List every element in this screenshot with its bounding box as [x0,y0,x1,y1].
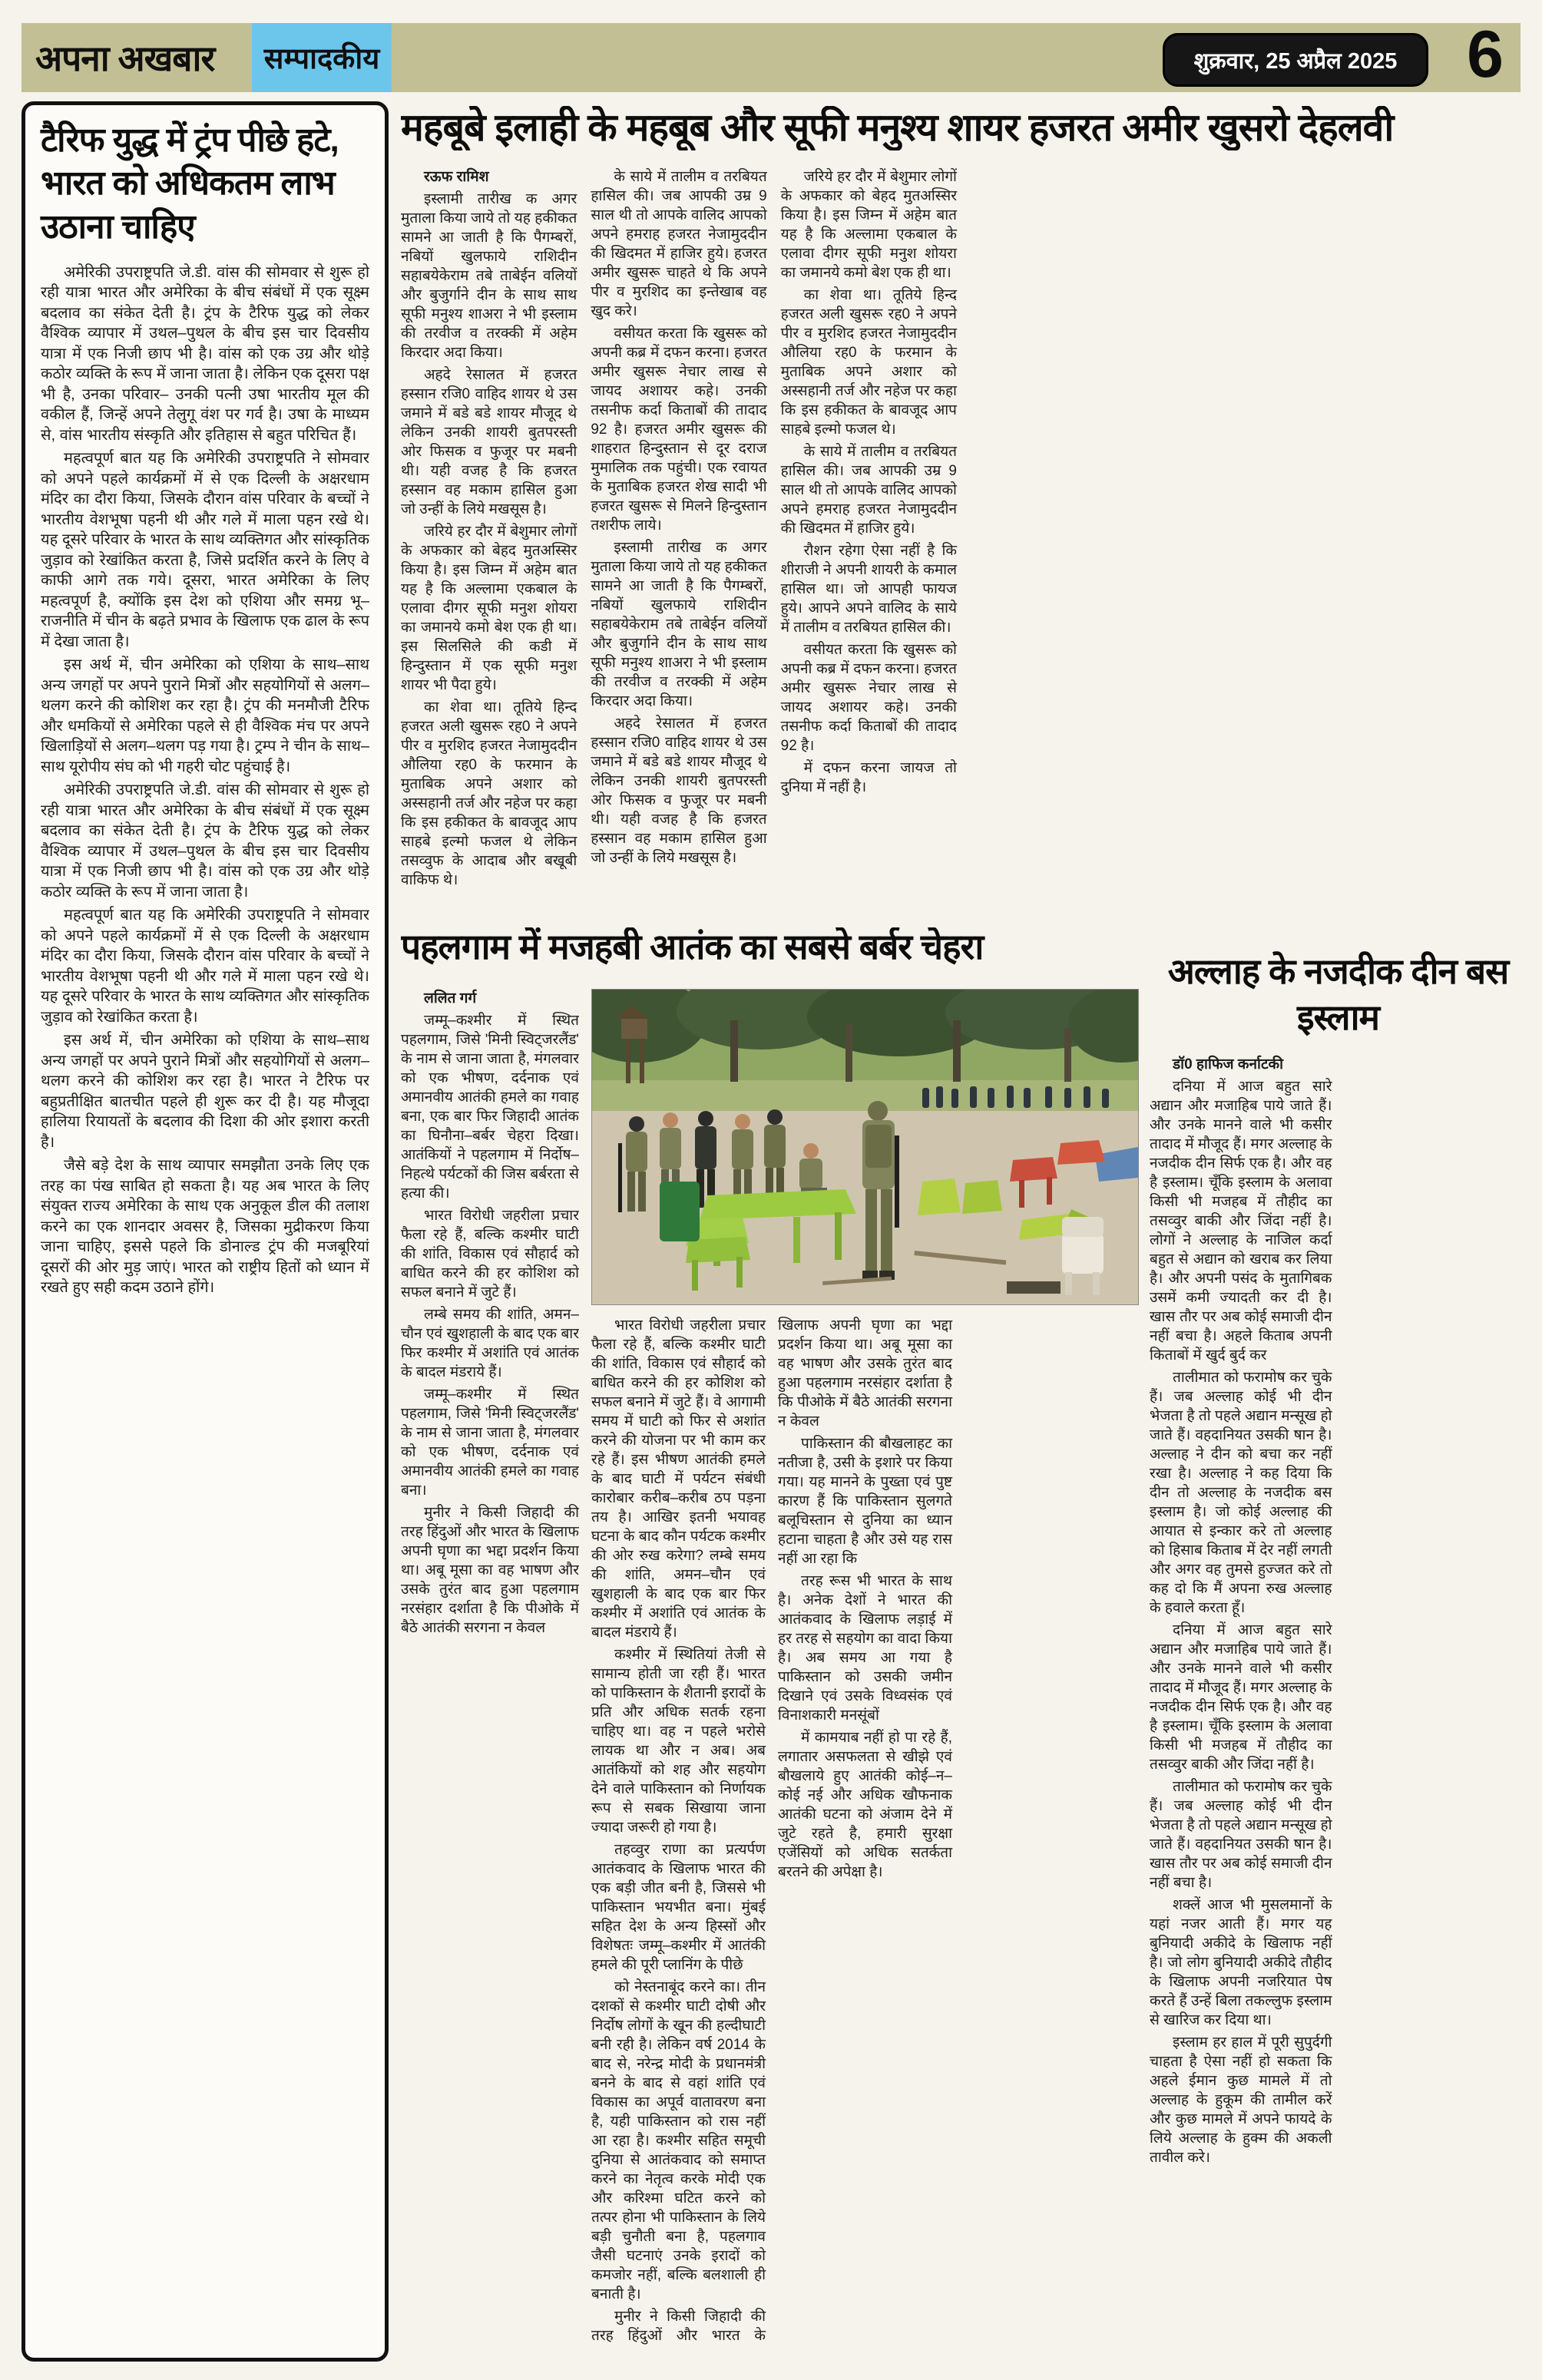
article-islam-byline: डॉ0 हाफिज कर्नाटकी [1173,1056,1284,1073]
article-tariff-headline: टैरिफ युद्ध में ट्रंप पीछे हटे, भारत को अधिकतम लाभ उठाना चाहिए [41,121,339,246]
masthead-title: अपना अखबार [35,38,215,78]
article-khusro-body: रऊफ रामिश इस्लामी तारीख क अगर मुताला किया जाये तो यह हकीकत सामने आ जाती है कि पैगम्बरों, नबियों खुलफाये राशिदीन सहाबयेकेराम तबे ताबेईन वलियों और बुजुर्गाने दीन के साथ साथ सूफी मनुश्य शाअरा ने भी इस्लाम की तरवीज व तरक्की में अहेम किरदार अदा किया। अहदे रेसालत में हजरत हस्सान रजि0 वाहिद शायर थे उस जमाने में बडे बडे शायर मौजूद थे लेकिन उनकी शायरी बुतपरस्ती ओर फिसक व फुजूर पर मबनी थी। यही वजह है कि हजरत हस्सान वह मकाम हासिल हुआ जो उन्हीं के लिये मखसूस है। जरिये हर दौर में बेशुमार लोगों के अफकार को बेहद मुतअस्सिर किया है। इस जिम्न में अहेम बात यह है कि अल्लामा एकबाल के एलावा दीगर सूफी मनुश शोयरा का जमानये कमो बेश एक ही था। इस सिलसिले की कडी में हिन्दुस्तान में एक सूफी मनुश शायर भी पैदा हुये। का शेवा था। तूतिये हिन्द हजरत अली खुसरू रह0 ने अपने पीर व मुरशिद हजरत नेजामुददीन औलिया रह0 के फरमान के मुताबिक अपने अशार को अस्सहानी तर्ज और नहेज पर कहा कि इस हकीकत के बावजूद आप साहबे इल्मो फजल थे लेकिन तसव्वुफ के आदाब और बखूबी वाकिफ थे। के साये में तालीम व तरबियत हासिल की। जब आपकी उम्र 9 साल थी तो आपके वालिद आपको अपने हमराह हजरत नेजामुददीन की खिदमत में हाजिर हुये। हजरत अमीर खुसरू चाहते थे कि अपने पीर व मुरशिद का इन्तेखाब वह खुद करे। वसीयत करता कि खुसरू को अपनी कब्र में दफन करना। हजरत अमीर खुसरू नेचार लाख से जायद अशायर कहे। उनकी तसनीफ कर्दा किताबों की तादाद 92 है। हजरत अमीर खुसरू की शाहरात हिन्दुस्तान से दूर दराज मुमालिक तक पहुंची। एक रवायत के मुताबिक हजरत शेख सादी भी हजरत खुसरू से मिलने हिन्दुस्तान तशरीफ लाये। इस्लामी तारीख क अगर मुताला किया जाये तो यह हकीकत सामने आ जाती है कि पैगम्बरों, नबियों खुलफाये राशिदीन सहाबयेकेराम तबे ताबेईन वलियों और बुजुर्गाने दीन के साथ साथ सूफी मनुश्य शाअरा ने भी इस्लाम की तरवीज व तरक्की में अहेम किरदार अदा किया। अहदे रेसालत में हजरत हस्सान रजि0 वाहिद शायर थे उस जमाने में बडे बडे शायर मौजूद थे लेकिन उनकी शायरी बुतपरस्ती ओर फिसक व फुजूर पर मबनी थी। यही वजह है कि हजरत हस्सान वह मकाम हासिल हुआ जो उन्हीं के लिये मखसूस है। जरिये हर दौर में बेशुमार लोगों के अफकार को बेहद मुतअस्सिर किया है। इस जिम्न में अहेम बात यह है कि अल्लामा एकबाल के एलावा दीगर सूफी मनुश शोयरा का जमानये कमो बेश एक ही था। का शेवा था। तूतिये हिन्द हजरत अली खुसरू रह0 ने अपने पीर व मुरशिद हजरत नेजामुददीन औलिया रह0 के फरमान के मुताबिक अपने अशार को अस्सहानी तर्ज और नहेज पर कहा कि इस हकीकत के बावजूद आप साहबे इल्मो फजल थे। के साये में तालीम व तरबियत हासिल की। जब आपकी उम्र 9 साल थी तो आपके वालिद आपको अपने हमराह हजरत नेजामुददीन की खिदमत में हाजिर हुये। रौशन रहेगा ऐसा नहीं है कि शीराजी ने अपनी शायरी के कमाल हासिल था। जो आपही फायज हुये। आपने अपने वालिद के साये में तालीम व तरबियत हासिल की। वसीयत करता कि खुसरू को अपनी कब्र में दफन करना। हजरत अमीर खुसरू नेचार लाख से जायद अशायर कहे। उनकी तसनीफ कर्दा किताबों की तादाद 92 है। में दफन करना जायज तो दुनिया में नहीं है। [401,168,957,888]
article-islam [1150,949,1527,2357]
article-khusro-headline: महबूबे इलाही के महबूब और सूफी मनुश्य शायर हजरत अमीर खुसरो देहलवी [401,106,1394,149]
masthead-bar [22,18,1520,92]
page-number: 6 [1467,18,1504,91]
article-islam-headline: अल्लाह के नजदीक दीन बस इस्लाम [1167,951,1509,1037]
article-tariff-body: अमेरिकी उपराष्ट्रपति जे.डी. वांस की सोमवार से शुरू हो रही यात्रा भारत और अमेरिका के बीच संबंधों में एक सूक्ष्म बदलाव का संकेत देती है। ट्रंप के टैरिफ युद्ध को लेकर वैश्विक व्यापार में उथल–पुथल के बीच इस चार दिवसीय यात्रा में एक निजी छाप भी है। वांस को एक उग्र और थोड़े कठोर व्यक्ति के रूप में जाना जाता है। लेकिन एक दूसरा पक्ष भी है, उनका परिवार– उनकी पत्नी उषा भारतीय मूल की वकील हैं, जिन्हें अपने तेलुगू वंश पर गर्व है। उषा के माध्यम से, वांस भारतीय संस्कृति और इतिहास से बहुत परिचित हैं। महत्वपूर्ण बात यह कि अमेरिकी उपराष्ट्रपति ने सोमवार को अपने पहले कार्यक्रमों में से एक दिल्ली के अक्षरधाम मंदिर का दौरा किया, जिसके दौरान वांस परिवार के बच्चों ने भारतीय वेशभूषा पहनी थी और गले में माला पहन रखे थे। यह दूसरे परिवार के भारत के साथ व्यक्तिगत और सांस्कृतिक जुड़ाव को रेखांकित करता है, जिसे प्रदर्शित करने के लिए वे काफी आगे तक गये। दूसरा, भारत अमेरिका के लिए महत्वपूर्ण है, क्योंकि इस देश को एशिया और समग्र भू–राजनीति में चीन के बढ़ते प्रभाव के खिलाफ एक ढाल के रूप में देखा जाता है। इस अर्थ में, चीन अमेरिका को एशिया के साथ–साथ अन्य जगहों पर अपने पुराने मित्रों और सहयोगियों से अलग–थलग करने की कोशिश कर रहा है। ट्रंप की मनमौजी टैरिफ और धमकियों से अमेरिका पहले से ही वैश्विक मंच पर अपने खिलाड़ियों से अलग–थलग पड़ गया है। ट्रम्प ने चीन के साथ–साथ यूरोपीय संघ को भी गहरी चोट पहुंचाई है। अमेरिकी उपराष्ट्रपति जे.डी. वांस की सोमवार से शुरू हो रही यात्रा भारत और अमेरिका के बीच संबंधों में एक सूक्ष्म बदलाव का संकेत देती है। ट्रंप के टैरिफ युद्ध को लेकर वैश्विक व्यापार में उथल–पुथल के बीच इस चार दिवसीय यात्रा में एक निजी छाप भी है। वांस को एक उग्र और थोड़े कठोर व्यक्ति के रूप में जाना जाता है। महत्वपूर्ण बात यह कि अमेरिकी उपराष्ट्रपति ने सोमवार को अपने पहले कार्यक्रमों में से एक दिल्ली के अक्षरधाम मंदिर का दौरा किया, जिसके दौरान वांस परिवार के बच्चों ने भारतीय वेशभूषा पहनी थी और गले में माला पहन रखे थे। यह दूसरे परिवार के भारत के साथ व्यक्तिगत और सांस्कृतिक जुड़ाव को रेखांकित करता है। इस अर्थ में, चीन अमेरिका को एशिया के साथ–साथ अन्य जगहों पर अपने पुराने मित्रों और सहयोगियों से अलग–थलग करने की कोशिश कर रहा है। भारत ने टैरिफ पर बहुप्रतीक्षित बातचीत पहले ही शुरू कर दी है। यह मौजूदा हालिया रियायतों के बदलाव की दिशा की ओर इशारा करती है। जैसे बड़े देश के साथ व्यापार समझौता उनके लिए एक तरह का पंख साबित हो सकता है। यह अब भारत के लिए संयुक्त राज्य अमेरिका के साथ एक अनुकूल डील की तलाश करने का एक शानदार अवसर है, जिसका मुद्रीकरण किया जाना चाहिए, इससे पहले कि डोनाल्ड ट्रंप की मजबूरियां दूसरों की ओर मुड़ जाएं। भारत को राष्ट्रीय हितों को ध्यान में रखते हुए सही कदम उठाने होंगे। [41,263,369,1297]
pahalgam-photo-illustration [592,990,1138,1304]
article-pahalgam-headline: पहलगाम में मजहबी आतंक का सबसे बर्बर चेहरा [401,927,984,967]
article-islam-body: डॉ0 हाफिज कर्नाटकी दनिया में आज बहुत सारे अद्यान और मजाहिब पाये जाते हैं। और उनके मानने वाले भी कसीर तादाद में मौजूद हैं। मगर अल्लाह के नजदीक दीन सिर्फ एक है। और वह है इस्लाम। चूँकि इस्लाम के अलावा किसी भी मजहब में तौहीद का तसव्वुर बाकी और जिंदा नहीं है। लोगों ने अल्लाह के नाजिल कर्दा बहुत से अद्यान को खराब कर लिया है। और अपनी पसंद के मुतागिबक उसमें कमी ज्यादती कर दी है। खास तौर पर अब कोई समाजी दीन नहीं बचा है। अहले किताब अपनी किताबों में खुर्द बुर्द कर तालीमात को फरामोष कर चुके हैं। जब अल्लाह कोई भी दीन भेजता है तो पहले अद्यान मन्सूख हो जाते हैं। वहदानियत उसकी षान है। अल्लाह ने दीन को बचा कर नहीं रखा है। अल्लाह ने कह दिया कि दीन तो अल्लाह के नजदीक बस इस्लाम है। जो कोई अल्लाह की आयात से इन्कार करे तो अल्लाह को हिसाब किताब में देर नहीं लगती और अगर वह तुमसे हुज्जत करे तो कह दो कि मैं अपना रुख अल्लाह के हवाले करता हूँ। दनिया में आज बहुत सारे अद्यान और मजाहिब पाये जाते हैं। और उनके मानने वाले भी कसीर तादाद में मौजूद हैं। मगर अल्लाह के नजदीक दीन सिर्फ एक है। और वह है इस्लाम। चूँकि इस्लाम के अलावा किसी भी मजहब में तौहीद का तसव्वुर बाकी और जिंदा नहीं है। तालीमात को फरामोष कर चुके हैं। जब अल्लाह कोई भी दीन भेजता है तो पहले अद्यान मन्सूख हो जाते हैं। वहदानियत उसकी षान है। खास तौर पर अब कोई समाजी दीन नहीं बचा है। शक्लें आज भी मुसलमानों के यहां नजर आती हैं। मगर यह बुनियादी अकीदे के खिलाफ नहीं है। जो लोग बुनियादी अकीदे तौहीद के खिलाफ अपनी नजरियात पेष करते हैं उन्हें बिला तकल्लुफ इस्लाम से खारिज कर दिया था। इस्लाम हर हाल में पूरी सुपुर्दगी चाहता है ऐसा नहीं हो सकता कि अहले ईमान कुछ मामले में तो अल्लाह के हुकूम की तामील करें और कुछ मामले में अपने फायदे के लिये अल्लाह के हुक्म की अकली तावील करे। [1150,1056,1332,2166]
article-khusro [401,106,1527,915]
article-pahalgam [401,927,1139,2357]
article-pahalgam-column-1: ललित गर्ग जम्मू–कश्मीर में स्थित पहलगाम, जिसे 'मिनी स्विट्जरलैंड' के नाम से जाना जाता है, मंगलवार को एक भीषण, दर्दनाक एवं अमानवीय आतंकी हमले का गवाह बना, एक बार फिर जिहादी आतंक का घिनौना–बर्बर चेहरा दिखा। आतंकियों ने पहलगाम में निर्दोष–निहत्थे पर्यटकों की जिस बर्बरता से हत्या की। भारत विरोधी जहरीला प्रचार फैला रहे हैं, बल्कि कश्मीर घाटी की शांति, विकास एवं सौहार्द को बाधित करने की हर कोशिश को सफल बनाने में जुटे हैं। लम्बे समय की शांति, अमन–चौन एवं खुशहाली के बाद एक बार फिर कश्मीर में अशांति एवं आतंक के बादल मंडराये हैं। जम्मू–कश्मीर में स्थित पहलगाम, जिसे 'मिनी स्विट्जरलैंड' के नाम से जाना जाता है, मंगलवार को एक भीषण, दर्दनाक एवं अमानवीय आतंकी हमले का गवाह बना। मुनीर ने किसी जिहादी की तरह हिंदुओं और भारत के खिलाफ अपनी घृणा का भद्दा प्रदर्शन किया था। अबू मूसा का वह भाषण और उसके तुरंत बाद हुआ पहलगाम नरसंहार दर्शाता है कि पीओके में बैठे आतंकी सरगना न केवल [401,990,579,1636]
article-khusro-byline: रऊफ रामिश [424,168,489,185]
article-pahalgam-byline: ललित गर्ग [424,990,477,1007]
article-pahalgam-columns-below-photo: भारत विरोधी जहरीला प्रचार फैला रहे हैं, बल्कि कश्मीर घाटी की शांति, विकास एवं सौहार्द को बाधित करने की हर कोशिश को सफल बनाने में जुटे हैं। वे आगामी समय में घाटी को फिर से अशांत करने की योजना पर भी काम कर रहे हैं। इस भीषण आतंकी हमले के बाद घाटी में पर्यटन संबंधी कारोबार करीब–करीब ठप पड़ना तय है। आखिर इतनी भयावह घटना के बाद कौन पर्यटक कश्मीर की ओर रुख करेगा? लम्बे समय की शांति, अमन–चौन एवं खुशहाली के बाद एक बार फिर कश्मीर में अशांति एवं आतंक के बादल मंडराये हैं। कश्मीर में स्थितियां तेजी से सामान्य होती जा रही हैं। भारत को पाकिस्तान के शैतानी इरादों के प्रति और अधिक सतर्क रहना चाहिए था। वह न पहले भरोसे लायक था और न अब। अब आतंकियों को शह और सहयोग देने वाले पाकिस्तान को निर्णायक रूप से सबक सिखाया जाना ज्यादा जरूरी हो गया है। तहव्वुर राणा का प्रत्यर्पण आतंकवाद के खिलाफ भारत की एक बड़ी जीत बनी है, जिससे भी पाकिस्तान भयभीत बना। मुंबई सहित देश के अन्य हिस्सों और विशेषतः जम्मू–कश्मीर में आतंकी हमले की पूरी प्लानिंग के पीछे को नेस्तनाबूंद करने का। तीन दशकों से कश्मीर घाटी दोषी और निर्दोष लोगों के खून की हल्दीघाटी बनी रही है। लेकिन वर्ष 2014 के बाद से, नरेन्द्र मोदी के प्रधानमंत्री बनने के बाद से वहां शांति एवं विकास का अपूर्व वातावरण बना है, यही पाकिस्तान को रास नहीं आ रहा है। कश्मीर सहित समूची दुनिया से आतंकवाद को समाप्त करने का नेतृत्व करके मोदी एक और करिश्मा घटित करने को तत्पर होना भी पाकिस्तान के लिये बड़ी चुनौती बना है, पहलगाव जैसी घटनाएं उनके इरादों को कमजोर नहीं, बल्कि बलशाली ही बनाती है। मुनीर ने किसी जिहादी की तरह हिंदुओं और भारत के खिलाफ अपनी घृणा का भद्दा प्रदर्शन किया था। अबू मूसा का वह भाषण और उसके तुरंत बाद हुआ पहलगाम नरसंहार दर्शाता है कि पीओके में बैठे आतंकी सरगना न केवल पाकिस्तान की बौखलाहट का नतीजा है, उसी के इशारे पर किया गया। यह मानने के पुख्ता एवं पुष्ट कारण हैं कि पाकिस्तान सुलगते बलूचिस्तान से दुनिया का ध्यान हटाना चाहता है और उसे यह रास नहीं आ रहा कि तरह रूस भी भारत के साथ है। अनेक देशों ने भारत की आतंकवाद के खिलाफ लड़ाई में हर तरह से सहयोग का वादा किया है। अब समय आ गया है पाकिस्तान को उसकी जमीन दिखाने एवं उसके विध्वसंक एवं विनाशकारी मनसूंबों में कामयाब नहीं हो पा रहे हैं, लगातार असफलता से खीझे एवं बौखलाये हुए आतंकी कोई–न–कोई नई और अधिक खौफनाक आतंकी घटना को अंजाम देने में जुटे रहते है, हमारी सुरक्षा एजेंसियों को अधिक सतर्कता बरतने की अपेक्षा है। [591,1317,952,2344]
article-tariff-editorial [22,101,389,2362]
date-badge: शुक्रवार, 25 अप्रैल 2025 [1163,33,1428,87]
section-tab-editorial: सम्पादकीय [252,23,392,92]
article-photo [591,989,1139,1305]
